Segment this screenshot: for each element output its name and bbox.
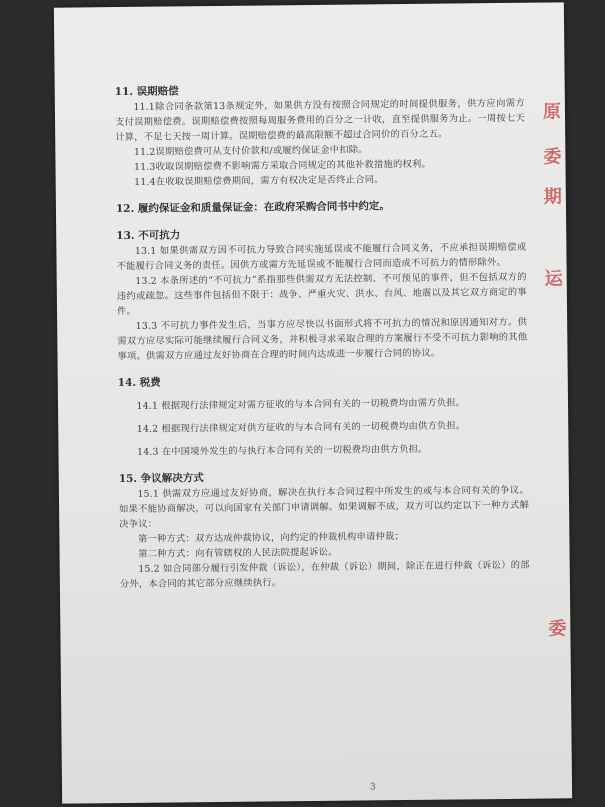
section-heading: 11. 误期赔偿 (114, 85, 179, 99)
seal-stamp-fragment: 期 (543, 186, 562, 208)
paragraph: 13.3 不可抗力事件发生后，当事方应尽快以书面形式将不可抗力的情况和原因通知对方。供需双方应尽实际可能继续履行合同义务，并积极寻求采取合理的方案履行不受不可抗力影响的其他事项。供需双方应通过友好协商在合理的时间内达成进一步履行合同的协议。 (117, 316, 528, 363)
document-page (54, 2, 572, 803)
seal-stamp-fragment: 原 (542, 101, 562, 123)
section-13 (116, 225, 527, 364)
seal-stamp-fragment: 委 (543, 146, 562, 168)
seal-stamp-fragment: 委 (548, 618, 567, 640)
section-heading: 15. 争议解决方式 (118, 472, 204, 486)
paragraph: 13.1 如果供需双方因不可抗力导致合同实施延误或不能履行合同义务，不应承担误期赔偿或不能履行合同义务的责任。因供方或需方先延误或不能履行合同而造成不可抗力的情形除外。 (116, 241, 527, 273)
section-15 (119, 468, 530, 592)
paragraph: 15.2 如合同部分履行引发仲裁（诉讼），在仲裁（诉讼）期间，除正在进行仲裁（诉讼）的部分外，本合同的其它部分应继续执行。 (119, 559, 530, 591)
paragraph: 11.2误期赔偿费可从支付价款和/或履约保证金中扣除。 (133, 144, 368, 158)
section-11 (115, 81, 526, 190)
paragraph: 11.3收取误期赔偿费不影响需方采取合同规定的其他补救措施的权利。 (134, 158, 432, 173)
paragraph: 14.3 在中国境外发生的与执行本合同有关的一切税费均由供方负担。 (137, 443, 428, 458)
section-heading: 13. 不可抗力 (116, 229, 181, 243)
paragraph: 15.1 供需双方应通过友好协商，解决在执行本合同过程中所发生的或与本合同有关的争议。如果不能协商解决，可以向国家有关部门申请调解。如果调解不成，双方可以约定以下一种方式解决争议： (119, 484, 530, 531)
paragraph: 13.2 本条所述的“不可抗力”系指那些供需双方无法控制、不可预见的事件，但不包括双方的违约或疏忽。这些事件包括但不限于：战争、严重火灾、洪水、台风、地震以及其它双方商定的事件。 (116, 271, 527, 318)
paragraph: 11.1除合同条款第13条规定外，如果供方没有按照合同规定的时间提供服务，供方应向需方支付误期赔偿费。误期赔偿费按照每周服务费用的百分之一计收，直至提供服务为止。一周按七天计算，不足七天按一周计算。误期赔偿费的最高限额不超过合同价的百分之五。 (114, 97, 526, 144)
table-surface (0, 0, 58, 807)
paragraph: 14.1 根据现行法律规定对需方征收的与本合同有关的一切税费均由需方负担。 (136, 397, 466, 412)
page-number: 3 (369, 782, 376, 793)
section-heading: 12. 履约保证金和质量保证金：在政府采购合同书中约定。 (115, 200, 390, 216)
seal-stamp-fragment: 运 (544, 268, 563, 290)
document-body (114, 81, 530, 793)
section-heading: 14. 税费 (117, 376, 161, 390)
paragraph: 11.4在收取误期赔偿费期间，需方有权决定是否终止合同。 (134, 174, 384, 188)
paragraph: 14.2 根据现行法律规定对供方征收的与本合同有关的一切税费均由供方负担。 (136, 420, 466, 435)
section-14 (118, 372, 529, 460)
paragraph: 第一种方式：双方达成仲裁协议，向约定的仲裁机构申请仲裁； (137, 531, 404, 545)
paragraph: 第二种方式：向有管辖权的人民法院提起诉讼。 (138, 546, 338, 560)
